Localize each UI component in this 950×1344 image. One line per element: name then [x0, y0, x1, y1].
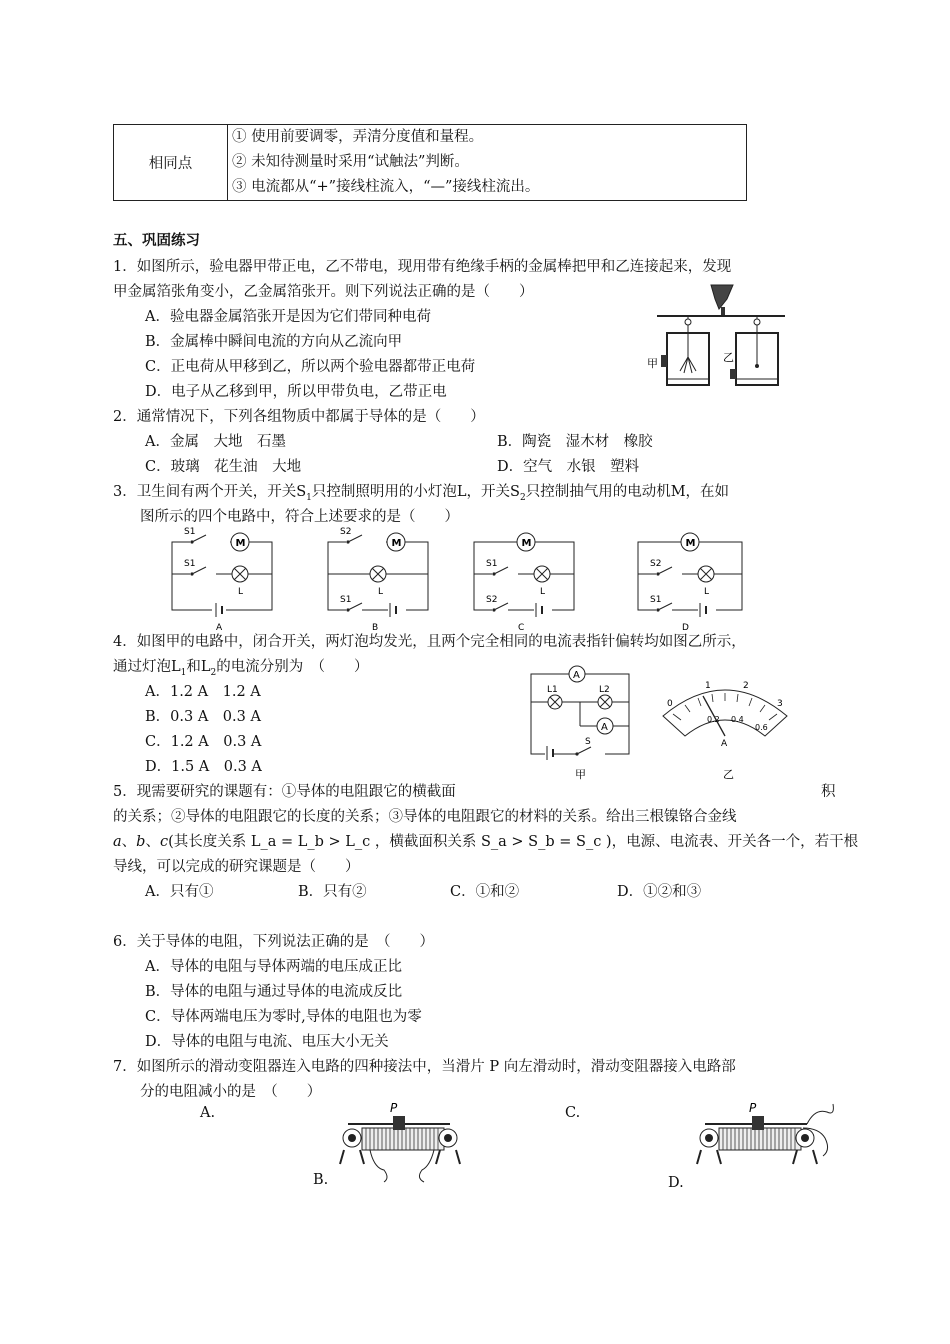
switch-label: S [585, 737, 591, 747]
lamp-label: L [378, 587, 384, 597]
q3-sub-1: 1 [306, 492, 312, 503]
scale-label: 1 [705, 681, 711, 691]
q4-stem-line1: 4．如图甲的电路中，闭合开关，两灯泡均发光，且两个完全相同的电流表指针偏转均如图乙所示， [113, 634, 746, 650]
lamp-label: L [238, 587, 244, 597]
q7-stem-line2: 分的电阻减小的是 （ ） [140, 1084, 322, 1100]
switch-label: S1 [184, 527, 196, 537]
q4-option-d: D．1.5 A 0.3 A [145, 759, 262, 775]
table-row: ③ 电流都从“+”接线柱流入，“—”接线柱流出。 [232, 179, 540, 195]
motor-label: M [235, 538, 246, 549]
slider-icon [752, 1116, 764, 1130]
q1-stem-line1: 1．如图所示，验电器甲带正电，乙不带电，现用带有绝缘手柄的金属棒把甲和乙连接起来，发现 [113, 259, 732, 275]
q6-option-a: A．导体的电阻与导体两端的电压成正比 [145, 959, 402, 975]
q4-text-3: 的电流分别为 （ ） [216, 659, 369, 675]
q5-option-a: A．只有① [145, 884, 214, 900]
q7-label-d: D. [668, 1175, 684, 1191]
circuit-b [328, 527, 428, 632]
q3-sub-2: 2 [519, 492, 526, 503]
q4-circuit-figure [525, 660, 640, 780]
meter-unit: A [721, 739, 728, 749]
circuit-a [172, 527, 272, 632]
q3-stem-line1 [113, 480, 729, 503]
scale-label: 0 [667, 699, 673, 709]
fig-label-yi: 乙 [723, 351, 734, 364]
circuit-label: B [372, 623, 379, 632]
circuit-label: A [216, 623, 223, 632]
q5-stem-line1-end: 积 [821, 784, 836, 800]
q5-option-b: B．只有② [298, 884, 367, 900]
q1-option-b: B．金属棒中瞬间电流的方向从乙流向甲 [145, 334, 403, 350]
section-title: 五、巩固练习 [113, 232, 200, 249]
scale-label: 3 [777, 699, 783, 709]
q4-stem-line2 [113, 655, 369, 678]
q7-label-b: B. [313, 1172, 329, 1188]
q4-option-b: B．0.3 A 0.3 A [145, 709, 261, 725]
lamp-l1-label: L1 [547, 685, 558, 695]
q5-stem-line2: 的关系；②导体的电阻跟它的长度的关系；③导体的电阻跟它的材料的关系。给出三根镍铬合金线 [113, 809, 737, 825]
table-row: ② 未知待测量时采用“试触法”判断。 [232, 154, 469, 170]
circuit-label: C [518, 623, 525, 632]
q5-sep: 、 [121, 834, 137, 850]
q6-option-b: B．导体的电阻与通过导体的电流成反比 [145, 984, 403, 1000]
switch-label: S1 [184, 559, 196, 569]
q6-option-c: C．导体两端电压为零时,导体的电阻也为零 [145, 1009, 422, 1025]
q2-option-b: B．陶瓷 湿木材 橡胶 [497, 434, 653, 450]
q3-stem-line2: 图所示的四个电路中，符合上述要求的是（ ） [140, 509, 459, 525]
switch-label: S1 [650, 595, 662, 605]
scale-label: 0.4 [731, 715, 744, 724]
slider-label: P [390, 1101, 398, 1115]
lamp-label: L [540, 587, 546, 597]
q5-relation-text: (其长度关系 L_a = L_b > L_c ，横截面积关系 S_a > S_b = S_c )，电源、电流表、开关各一个，若干根 [168, 834, 859, 850]
q4-text-1: 通过灯泡L [113, 659, 181, 675]
circuit-label: D [682, 623, 689, 632]
ammeter-label: A [573, 670, 580, 681]
ammeter-dial-figure [655, 674, 795, 782]
slider-label: P [749, 1101, 757, 1115]
rheostat-figure-2 [695, 1098, 840, 1170]
q1-option-d: D．电子从乙移到甲，所以甲带负电，乙带正电 [145, 384, 447, 400]
electroscope-figure [645, 283, 795, 398]
switch-label: S2 [650, 559, 662, 569]
q3-text-3: 只控制抽气用的电动机M，在如 [525, 484, 730, 500]
motor-label: M [685, 538, 696, 549]
electroscope-yi [730, 316, 778, 385]
scale-label: 0.2 [707, 715, 720, 724]
table-row: ① 使用前要调零，弄清分度值和量程。 [232, 129, 484, 145]
switch-label: S2 [340, 527, 352, 537]
q5-sep: 、 [145, 834, 160, 850]
scale-label: 2 [743, 681, 749, 691]
q3-text-1: 3．卫生间有两个开关，开关S [113, 484, 307, 500]
q3-text-2: 只控制照明用的小灯泡L，开关S [311, 484, 520, 500]
q5-stem-line4: 导线，可以完成的研究课题是（ ） [113, 859, 360, 875]
q2-option-a: A．金属 大地 石墨 [145, 434, 286, 450]
slider-icon [393, 1116, 405, 1130]
motor-label: M [521, 538, 532, 549]
fig-label-yi: 乙 [723, 768, 734, 781]
q2-stem: 2．通常情况下，下列各组物质中都属于导体的是（ ） [113, 409, 485, 425]
q4-sub-1: 1 [180, 667, 187, 678]
lamp-label: L [704, 587, 710, 597]
q5-option-c: C．①和② [450, 884, 520, 900]
insulating-handle-icon [711, 285, 733, 309]
q2-option-c: C．玻璃 花生油 大地 [145, 459, 302, 475]
q1-option-a: A．验电器金属箔张开是因为它们带同种电荷 [145, 309, 431, 325]
table-body-cell [228, 125, 747, 201]
q4-option-a: A．1.2 A 1.2 A [145, 684, 261, 700]
lamp-l2-label: L2 [599, 685, 610, 695]
ammeter-label: A [601, 722, 608, 733]
fig-label-jia: 甲 [575, 768, 586, 780]
q6-option-d: D．导体的电阻与电流、电压大小无关 [145, 1034, 389, 1050]
electroscope-jia [661, 316, 709, 385]
motor-label: M [391, 538, 402, 549]
scale-label: 0.6 [755, 723, 768, 732]
q5-stem-line1: 5．现需要研究的课题有：①导体的电阻跟它的横截面 [113, 784, 456, 800]
q1-option-c: C．正电荷从甲移到乙，所以两个验电器都带正电荷 [145, 359, 476, 375]
q4-text-2: 和L [186, 659, 211, 675]
q7-label-c: C. [565, 1105, 581, 1121]
q4-option-c: C．1.2 A 0.3 A [145, 734, 262, 750]
comparison-table [113, 124, 747, 201]
q5-stem-line3: a、b、c(其长度关系 L_a = L_b > L_c ，横截面积关系 S_a > S_b = S_c )，电源、电流表、开关各一个，若干根 [113, 834, 859, 850]
rheostat-figure-1 [338, 1098, 466, 1184]
circuit-d [638, 533, 742, 632]
switch-label: S1 [486, 559, 498, 569]
fig-label-jia: 甲 [647, 357, 658, 370]
q6-stem: 6．关于导体的电阻，下列说法正确的是 （ ） [113, 934, 434, 950]
switch-label: S2 [486, 595, 498, 605]
q7-label-a: A. [200, 1105, 216, 1121]
q5-option-d: D．①②和③ [617, 884, 702, 900]
table-header-cell: 相同点 [114, 125, 228, 201]
q1-stem-line2: 甲金属箔张角变小，乙金属箔张开。则下列说法正确的是（ ） [113, 284, 534, 300]
switch-label: S1 [340, 595, 352, 605]
q7-stem-line1: 7．如图所示的滑动变阻器连入电路的四种接法中，当滑片 P 向左滑动时，滑动变阻器接入电路部 [113, 1059, 736, 1075]
q4-sub-2: 2 [210, 667, 217, 678]
q2-option-d: D．空气 水银 塑料 [497, 459, 640, 475]
q3-circuits [150, 522, 760, 632]
circuit-c [474, 533, 574, 632]
